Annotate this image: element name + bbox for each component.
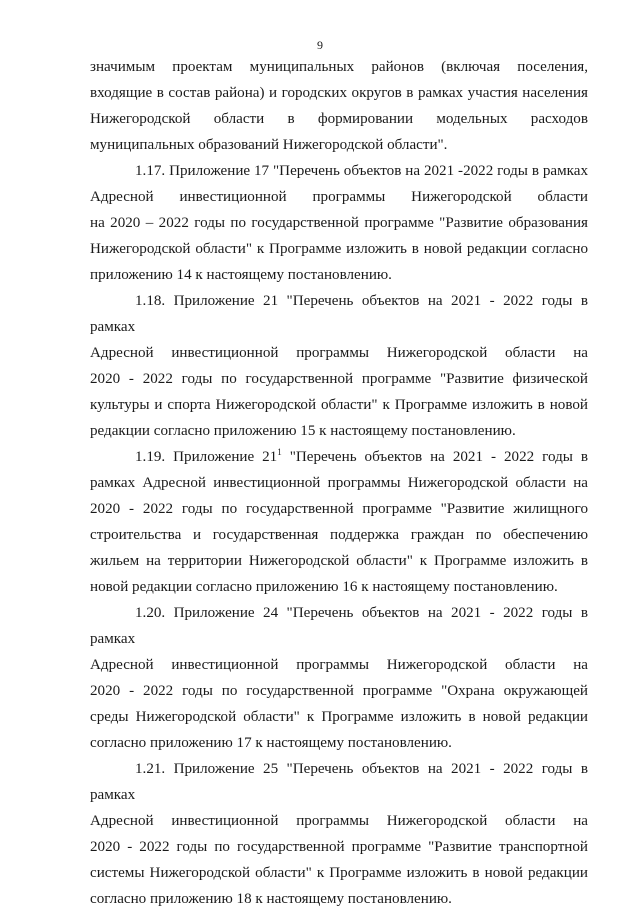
text-line: согласно приложению 17 к настоящему постановлению. <box>90 735 452 751</box>
text-line: Адресной инвестиционной программы Нижегородской области на <box>90 345 588 361</box>
paragraph-continuation <box>90 54 588 158</box>
text-line: приложению 14 к настоящему постановлению. <box>90 267 392 283</box>
text-line: 2020 - 2022 годы по государственной программе "Развитие транспортной <box>90 839 588 855</box>
text-line: 2020 - 2022 годы по государственной программе "Развитие жилищного <box>90 501 588 517</box>
text-line: 1.20. Приложение 24 "Перечень объектов на 2021 - 2022 годы в рамках <box>90 605 588 647</box>
text-line: среды Нижегородской области" к Программе изложить в новой редакции <box>90 709 588 725</box>
text-line: системы Нижегородской области" к Программе изложить в новой редакции <box>90 865 588 881</box>
text-line: редакции согласно приложению 15 к настоящему постановлению. <box>90 423 516 439</box>
text-line: жильем на территории Нижегородской области" к Программе изложить в <box>90 553 588 569</box>
text-line: культуры и спорта Нижегородской области" к Программе изложить в новой <box>90 397 588 413</box>
paragraph-1-21 <box>90 756 588 912</box>
text-line: входящие в состав района) и городских округов в рамках участия населения <box>90 85 588 101</box>
page-number: 9 <box>317 38 323 52</box>
text-line: рамках Адресной инвестиционной программы Нижегородской области на <box>90 475 588 491</box>
paragraph-1-18 <box>90 288 588 444</box>
text-line: 2020 - 2022 годы по государственной программе "Развитие физической <box>90 371 588 387</box>
text-segment: 1.19. Приложение 21 <box>135 449 278 465</box>
text-line: муниципальных образований Нижегородской области". <box>90 137 448 153</box>
text-line: Адресной инвестиционной программы Нижегородской области на <box>90 657 588 673</box>
document-body <box>90 54 588 912</box>
paragraph-1-19 <box>90 444 588 600</box>
text-line: Нижегородской области" к Программе изложить в новой редакции согласно <box>90 241 588 257</box>
text-line: значимым проектам муниципальных районов (включая поселения, <box>90 59 588 75</box>
text-line: Нижегородской области в формировании модельных расходов <box>90 111 588 127</box>
text-line: новой редакции согласно приложению 16 к настоящему постановлению. <box>90 579 558 595</box>
text-segment: "Перечень объектов на 2021 - 2022 годы в <box>281 449 588 465</box>
paragraph-1-20 <box>90 600 588 756</box>
text-line: на 2020 – 2022 годы по государственной программе "Развитие образования <box>90 215 588 231</box>
text-line: 1.17. Приложение 17 "Перечень объектов на 2021 -2022 годы в рамках <box>135 163 588 179</box>
text-line: строительства и государственная поддержка граждан по обеспечению <box>90 527 588 543</box>
text-line: 1.18. Приложение 21 "Перечень объектов на 2021 - 2022 годы в рамках <box>90 293 588 335</box>
text-line: Адресной инвестиционной программы Нижегородской области на <box>90 813 588 829</box>
paragraph-1-17 <box>90 158 588 288</box>
text-line <box>90 444 588 470</box>
text-line: 1.21. Приложение 25 "Перечень объектов на 2021 - 2022 годы в рамках <box>90 761 588 803</box>
text-line: 2020 - 2022 годы по государственной программе "Охрана окружающей <box>90 683 588 699</box>
text-line: Адресной инвестиционной программы Нижегородской области <box>90 189 588 205</box>
text-line: согласно приложению 18 к настоящему постановлению. <box>90 891 452 907</box>
superscript: 1 <box>277 446 282 457</box>
